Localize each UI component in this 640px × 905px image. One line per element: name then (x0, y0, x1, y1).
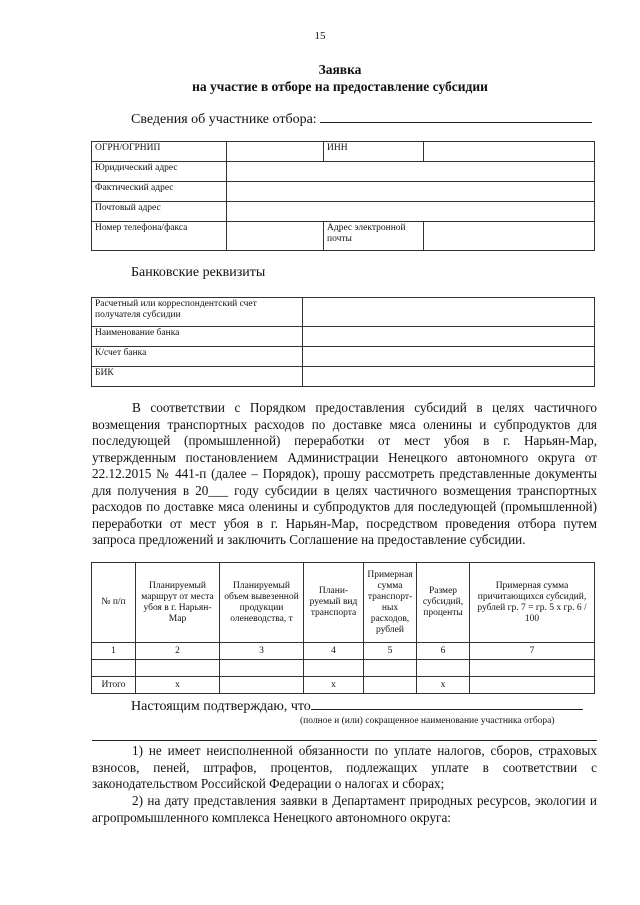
bank-account-field[interactable] (303, 298, 595, 327)
bank-name-field[interactable] (303, 327, 595, 347)
email-label: Адрес электронной почты (324, 222, 424, 251)
header-volume: Планируемый объем вывезенной продукции оленеводства, т (220, 563, 304, 643)
ogrn-label: ОГРН/ОГРНИП (92, 142, 227, 162)
total-volume[interactable] (220, 677, 304, 694)
postal-address-field[interactable] (227, 202, 595, 222)
total-row (92, 677, 595, 694)
cell-number[interactable] (92, 660, 136, 677)
col-number-4: 4 (304, 643, 364, 660)
actual-address-label: Фактический адрес (92, 182, 227, 202)
cell-subsidy-rate[interactable] (417, 660, 470, 677)
header-transport-costs: Примерная сумма транспорт-ных расходов, рублей (364, 563, 417, 643)
postal-address-label: Почтовый адрес (92, 202, 227, 222)
col-number-7: 7 (470, 643, 595, 660)
legal-address-label: Юридический адрес (92, 162, 227, 182)
total-subsidy-amount[interactable] (470, 677, 595, 694)
corr-account-label: К/счет банка (92, 347, 303, 367)
cell-route[interactable] (136, 660, 220, 677)
participant-name-caption: (полное и (или) сокращенное наименование участника отбора) (300, 716, 555, 726)
bik-field[interactable] (303, 367, 595, 387)
cell-volume[interactable] (220, 660, 304, 677)
col-number-2: 2 (136, 643, 220, 660)
document-subtitle: на участие в отборе на предоставление субсидии (192, 79, 488, 94)
bik-label: БИК (92, 367, 303, 387)
condition-item-1: 1) не имеет неисполненной обязанности по уплате налогов, сборов, страховых взносов, пеней, штрафов, процентов, подлежащих уплате в соответствии с законодательством Российской Федерации о налогах и сборах; (92, 743, 597, 791)
header-subsidy-rate: Размер субсидий, проценты (417, 563, 470, 643)
header-route: Планируемый маршрут от места убоя в г. Нарьян-Мар (136, 563, 220, 643)
participant-label: Сведения об участнике отбора: (131, 112, 317, 127)
total-transport: х (304, 677, 364, 694)
col-number-6: 6 (417, 643, 470, 660)
participant-input[interactable] (320, 110, 592, 123)
total-transport-costs[interactable] (364, 677, 417, 694)
corr-account-field[interactable] (303, 347, 595, 367)
col-number-1: 1 (92, 643, 136, 660)
header-subsidy-amount: Примерная сумма причитающихся субсидий, рублей гр. 7 = гр. 5 х гр. 6 / 100 (470, 563, 595, 643)
page-number: 15 (314, 30, 326, 42)
confirm-line (131, 697, 601, 715)
cell-transport-costs[interactable] (364, 660, 417, 677)
bank-name-label: Наименование банка (92, 327, 303, 347)
header-transport: Плани-руемый вид транспорта (304, 563, 364, 643)
condition-item-2: 2) на дату представления заявки в Департамент природных ресурсов, экологии и агропромышленного комплекса Ненецкого автономного округа: (92, 793, 597, 825)
bank-account-label: Расчетный или корреспондентский счет получателя субсидии (92, 298, 303, 327)
header-number: № п/п (92, 563, 136, 643)
participant-name-continuation-line[interactable] (92, 740, 597, 741)
inn-label: ИНН (324, 142, 424, 162)
cell-subsidy-amount[interactable] (470, 660, 595, 677)
subsidy-table (91, 562, 595, 694)
col-number-3: 3 (220, 643, 304, 660)
total-route: х (136, 677, 220, 694)
confirm-text: Настоящим подтверждаю, что (131, 699, 311, 714)
document-title: Заявка (318, 62, 362, 77)
email-field[interactable] (424, 222, 595, 251)
participant-line (131, 110, 601, 128)
phone-label: Номер телефона/факса (92, 222, 227, 251)
legal-address-field[interactable] (227, 162, 595, 182)
total-label: Итого (92, 677, 136, 694)
main-paragraph: В соответствии с Порядком предоставления субсидий в целях частичного возмещения транспортных расходов по доставке мяса оленины и субпродуктов для последующей (промышленной) переработки от мест убоя в г. Нарьян-Мар, утвержденным постановлением Администрации Ненецкого автономного округа от 22.12.2015 № 441-п (далее – Порядок), прошу рассмотреть представленные документы для получения в 20___ году субсидии в целях частичного возмещения транспортных расходов по доставке мяса оленины и субпродуктов для последующей (промышленной) переработки от мест убоя в г. Нарьян-Мар, посредством проведения отбора путем запроса предложений и заключить Соглашение на предоставление субсидии. (92, 400, 597, 547)
inn-field[interactable] (424, 142, 595, 162)
participant-info-table (91, 141, 595, 251)
actual-address-field[interactable] (227, 182, 595, 202)
total-subsidy-rate: х (417, 677, 470, 694)
ogrn-field[interactable] (227, 142, 324, 162)
phone-field[interactable] (227, 222, 324, 251)
participant-name-input[interactable] (311, 697, 583, 710)
cell-transport[interactable] (304, 660, 364, 677)
table-row (92, 660, 595, 677)
bank-details-table (91, 297, 595, 387)
bank-heading: Банковские реквизиты (131, 265, 266, 280)
col-number-5: 5 (364, 643, 417, 660)
